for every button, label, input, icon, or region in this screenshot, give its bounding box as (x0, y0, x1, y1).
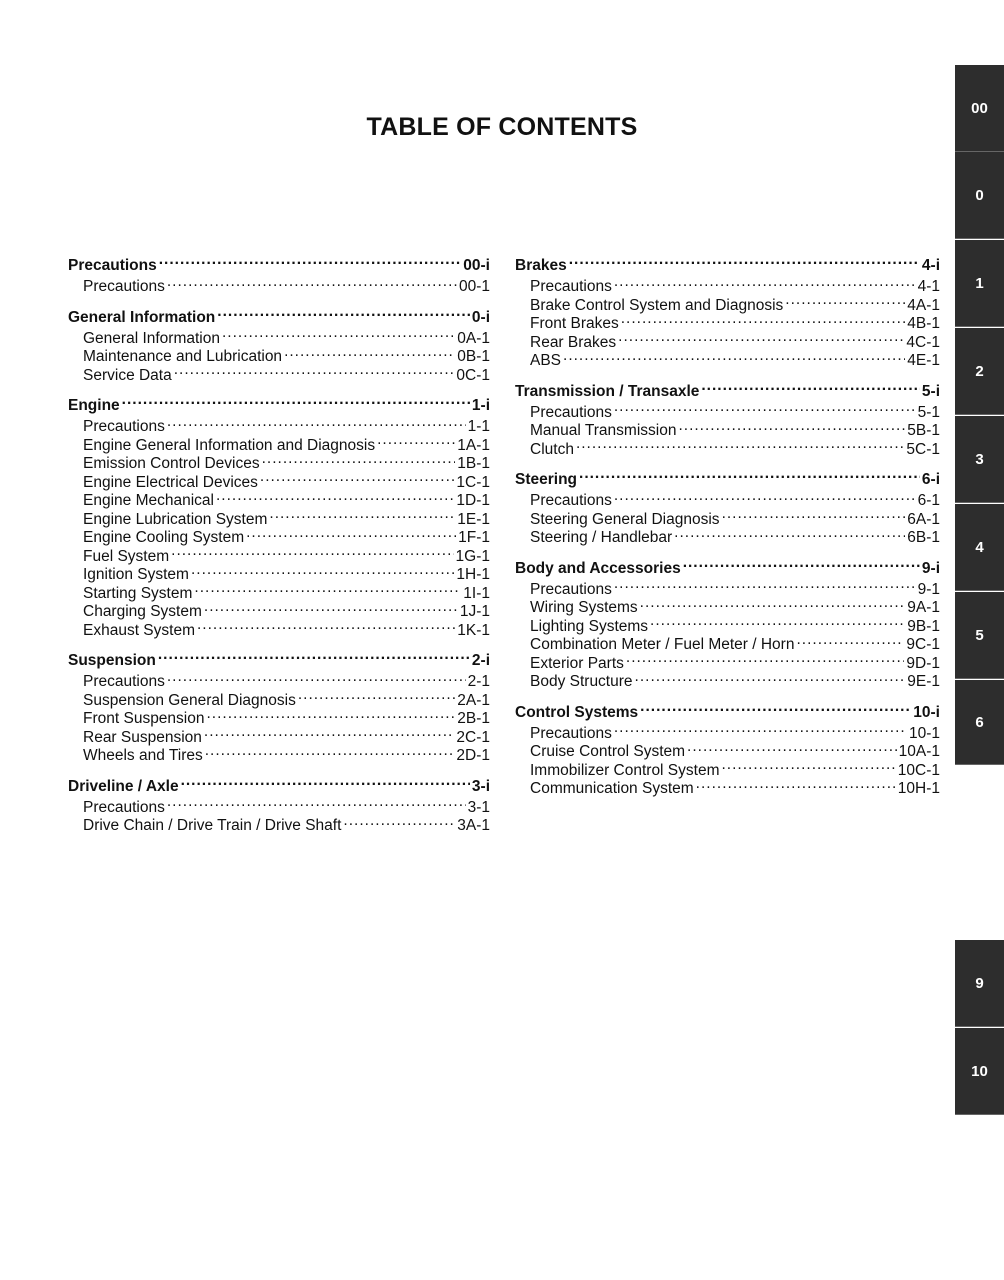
toc-entry-page: 9-1 (917, 580, 940, 598)
toc-entry-page: 4B-1 (907, 315, 940, 332)
toc-entry-page: 2-1 (467, 673, 490, 690)
section-tab[interactable]: 6 (955, 680, 1004, 765)
toc-entry-page: 5C-1 (906, 440, 940, 458)
toc-entry-page: 1K-1 (457, 621, 490, 639)
dot-leader (569, 250, 920, 270)
toc-entry-title: Precautions (530, 492, 612, 509)
dot-leader (674, 524, 905, 542)
toc-section-heading-page: 0-i (471, 308, 490, 326)
dot-leader (298, 687, 455, 705)
toc-entry-page: 1I-1 (463, 584, 490, 602)
dot-leader (626, 650, 905, 668)
dot-leader (262, 450, 456, 468)
toc-entry-page: 2B-1 (457, 710, 490, 727)
toc-section-heading-page: 3-i (471, 777, 490, 795)
toc-section (515, 553, 940, 690)
toc-entry[interactable] (68, 413, 490, 435)
dot-leader (174, 362, 455, 380)
toc-entry-title: Cruise Control System (530, 743, 686, 760)
toc-entry-title: Maintenance and Lubrication (83, 348, 283, 365)
toc-entry-title: Charging System (83, 603, 202, 620)
toc-entry-title: Steering General Diagnosis (530, 510, 720, 528)
toc-entry-page: 6B-1 (907, 529, 940, 546)
toc-entry-page: 9A-1 (907, 599, 940, 616)
toc-section-heading-page: 9-i (921, 559, 940, 577)
toc-entry-page: 10-1 (908, 724, 940, 742)
dot-leader (785, 292, 905, 310)
toc-entry-title: Combination Meter / Fuel Meter / Horn (530, 636, 795, 653)
section-tab[interactable]: 5 (955, 592, 1004, 679)
toc-section-heading-page: 10-i (913, 703, 940, 721)
toc-entry-title: Engine Cooling System (83, 529, 245, 546)
toc-entry-title: Precautions (83, 798, 165, 816)
toc-entry-title: Precautions (83, 673, 165, 690)
toc-section (68, 771, 490, 834)
toc-entry-page: 1J-1 (459, 603, 490, 620)
toc-right-column (515, 250, 940, 804)
dot-leader (269, 506, 455, 524)
toc-entry-title: Manual Transmission (530, 422, 677, 439)
dot-leader (722, 757, 896, 775)
toc-entry-title: Precautions (530, 580, 612, 598)
toc-entry-title: Engine General Information and Diagnosis (83, 436, 376, 454)
toc-entry-page: 3A-1 (457, 817, 490, 834)
toc-section-heading-title: General Information (68, 308, 216, 326)
dot-leader (576, 436, 904, 454)
dot-leader (614, 273, 916, 291)
toc-section-heading[interactable] (515, 697, 940, 721)
dot-leader (246, 524, 456, 542)
toc-entry-title: Rear Brakes (530, 333, 617, 351)
toc-section-heading[interactable] (515, 553, 940, 577)
toc-entry-page: 9E-1 (907, 673, 940, 690)
toc-section-heading-title: Transmission / Transaxle (515, 382, 700, 400)
toc-entry-page: 6A-1 (907, 510, 940, 528)
toc-entry-page: 1G-1 (455, 547, 490, 565)
toc-entry-title: Drive Chain / Drive Train / Drive Shaft (83, 817, 342, 834)
section-tab[interactable]: 2 (955, 328, 1004, 415)
toc-entry-page: 10A-1 (898, 743, 940, 760)
dot-leader (197, 617, 455, 635)
toc-entry-page: 4C-1 (906, 333, 940, 351)
dot-leader (217, 302, 470, 322)
dot-leader (204, 598, 458, 616)
toc-entry-title: Fuel System (83, 547, 170, 565)
toc-entry-title: Suspension General Diagnosis (83, 691, 296, 709)
toc-entry-page: 10C-1 (897, 761, 940, 779)
dot-leader (181, 771, 470, 791)
toc-entry-page: 1D-1 (456, 492, 490, 509)
toc-section-heading-title: Steering (515, 471, 578, 488)
toc-entry-title: Steering / Handlebar (530, 529, 673, 546)
toc-entry[interactable] (515, 436, 940, 458)
toc-entry-title: Immobilizer Control System (530, 761, 720, 779)
toc-entry-title: Front Brakes (530, 315, 619, 332)
toc-section-heading-page: 2-i (471, 652, 490, 669)
dot-leader (167, 413, 466, 431)
toc-entry-title: Service Data (83, 366, 172, 384)
toc-section-heading-page: 00-i (463, 257, 490, 274)
toc-entry-title: Precautions (530, 278, 612, 295)
toc-entry-title: Precautions (530, 724, 612, 742)
toc-entry-title: Exterior Parts (530, 654, 624, 672)
toc-section (68, 390, 490, 639)
dot-leader (696, 775, 896, 793)
toc-left-column (68, 250, 490, 841)
toc-entry-page: 5-1 (917, 403, 940, 421)
toc-entry-title: Precautions (83, 278, 165, 295)
toc-entry-title: ABS (530, 352, 562, 369)
toc-entry-title: Precautions (83, 418, 165, 435)
toc-section-heading[interactable] (515, 376, 940, 400)
toc-section (68, 645, 490, 764)
toc-entry-page: 3-1 (467, 798, 490, 816)
toc-section-heading-page: 5-i (921, 382, 940, 400)
dot-leader (650, 613, 905, 631)
dot-leader (614, 720, 907, 738)
dot-leader (687, 738, 897, 756)
toc-section (515, 376, 940, 458)
toc-entry-title: Emission Control Devices (83, 455, 260, 472)
toc-section-heading-page: 4-i (921, 257, 940, 274)
toc-section-heading[interactable] (68, 302, 490, 326)
dot-leader (621, 310, 906, 328)
toc-section-heading-title: Precautions (68, 257, 157, 274)
toc-entry-page: 1B-1 (457, 455, 490, 472)
dot-leader (796, 631, 904, 649)
dot-leader (171, 543, 453, 561)
dot-leader (159, 250, 462, 270)
dot-leader (614, 487, 916, 505)
toc-entry-title: Wiring Systems (530, 599, 638, 616)
dot-leader (260, 469, 455, 487)
dot-leader (191, 561, 454, 579)
dot-leader (205, 742, 455, 760)
toc-entry-page: 10H-1 (897, 780, 940, 797)
toc-section-heading-page: 1-i (471, 397, 490, 414)
toc-entry-title: Body Structure (530, 673, 633, 690)
dot-leader (701, 376, 920, 396)
section-tab[interactable]: 9 (955, 940, 1004, 1027)
dot-leader (158, 645, 470, 665)
toc-entry-page: 2C-1 (456, 728, 490, 746)
toc-section-heading-title: Engine (68, 397, 120, 414)
toc-entry-page: 1A-1 (457, 436, 490, 454)
toc-entry[interactable] (515, 273, 940, 295)
toc-entry-page: 0B-1 (457, 348, 490, 365)
dot-leader (563, 347, 905, 365)
dot-leader (207, 705, 456, 723)
dot-leader (122, 390, 470, 410)
toc-entry-page: 5B-1 (907, 422, 940, 439)
toc-entry-page: 4-1 (917, 278, 940, 295)
toc-entry-page: 9C-1 (906, 636, 940, 653)
dot-leader (678, 417, 905, 435)
dot-leader (579, 464, 920, 484)
dot-leader (167, 273, 457, 291)
toc-entry-page: 6-1 (917, 492, 940, 509)
toc-entry-title: Engine Lubrication System (83, 510, 268, 528)
dot-leader (343, 812, 455, 830)
dot-leader (167, 668, 466, 686)
toc-section-heading[interactable] (515, 250, 940, 274)
toc-section-heading[interactable] (68, 250, 490, 274)
dot-leader (167, 794, 466, 812)
toc-entry-title: Starting System (83, 584, 193, 602)
toc-section (515, 464, 940, 546)
toc-entry-page: 1C-1 (456, 473, 490, 491)
toc-section (68, 302, 490, 384)
toc-entry[interactable] (515, 487, 940, 509)
toc-section-heading-title: Brakes (515, 257, 567, 274)
toc-section-heading-title: Control Systems (515, 703, 639, 721)
toc-entry-page: 00-1 (458, 278, 490, 295)
dot-leader (722, 506, 906, 524)
dot-leader (614, 399, 916, 417)
toc-entry-page: 4E-1 (907, 352, 940, 369)
toc-entry-title: Brake Control System and Diagnosis (530, 296, 784, 314)
dot-leader (683, 553, 920, 573)
toc-entry-title: Precautions (530, 403, 612, 421)
toc-entry-page: 1-1 (467, 418, 490, 435)
toc-entry-page: 2D-1 (456, 747, 490, 764)
toc-entry-title: Engine Mechanical (83, 492, 214, 509)
toc-entry-title: Wheels and Tires (83, 747, 203, 764)
toc-entry-page: 1F-1 (458, 529, 490, 546)
toc-section (515, 250, 940, 369)
toc-entry-title: Ignition System (83, 566, 189, 583)
toc-entry-title: Exhaust System (83, 621, 195, 639)
section-tab[interactable]: 4 (955, 504, 1004, 591)
dot-leader (284, 343, 455, 361)
toc-entry-page: 4A-1 (907, 296, 940, 314)
toc-section-heading[interactable] (515, 464, 940, 488)
section-tab[interactable]: 10 (955, 1028, 1004, 1115)
section-tab[interactable]: 3 (955, 416, 1004, 503)
toc-entry-page: 0C-1 (456, 366, 490, 384)
toc-entry-page: 9B-1 (907, 617, 940, 635)
toc-entry-page: 0A-1 (457, 329, 490, 347)
toc-section-heading[interactable] (68, 390, 490, 414)
toc-entry-page: 1E-1 (457, 510, 490, 528)
dot-leader (377, 432, 455, 450)
toc-entry-title: Front Suspension (83, 710, 205, 727)
dot-leader (640, 594, 906, 612)
toc-entry-title: Engine Electrical Devices (83, 473, 258, 491)
toc-section-heading-title: Body and Accessories (515, 559, 681, 577)
toc-entry-page: 1H-1 (456, 566, 490, 583)
toc-section-heading[interactable] (68, 771, 490, 795)
toc-entry-title: Rear Suspension (83, 728, 202, 746)
toc-entry-title: Clutch (530, 440, 574, 458)
dot-leader (194, 580, 461, 598)
dot-leader (618, 329, 904, 347)
toc-entry[interactable] (515, 347, 940, 369)
section-tab[interactable]: 00 (955, 65, 1004, 152)
page-title: TABLE OF CONTENTS (366, 113, 638, 141)
toc-section-heading-page: 6-i (921, 471, 940, 488)
dot-leader (635, 668, 906, 686)
section-tab[interactable]: 0 (955, 152, 1004, 239)
toc-section (515, 697, 940, 797)
dot-leader (614, 576, 916, 594)
dot-leader (222, 325, 455, 343)
dot-leader (640, 697, 911, 717)
dot-leader (204, 724, 454, 742)
section-tab[interactable]: 1 (955, 240, 1004, 327)
toc-entry-title: Communication System (530, 780, 694, 797)
toc-section-heading[interactable] (68, 645, 490, 669)
toc-section (68, 250, 490, 295)
toc-entry-page: 2A-1 (457, 691, 490, 709)
toc-entry-title: Lighting Systems (530, 617, 649, 635)
toc-entry-page: 9D-1 (906, 654, 940, 672)
toc-section-heading-title: Suspension (68, 652, 156, 669)
toc-entry-title: General Information (83, 329, 220, 347)
toc-section-heading-title: Driveline / Axle (68, 777, 179, 795)
dot-leader (216, 487, 454, 505)
